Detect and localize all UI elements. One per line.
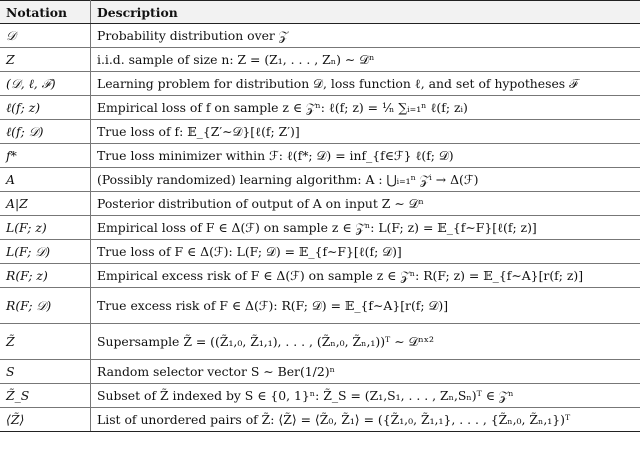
table-row	[0, 96, 640, 120]
description-cell: i.i.d. sample of size n: Z = (Z₁, . . . , Zₙ) ∼ 𝒟ⁿ	[91, 48, 640, 72]
description-cell: Empirical loss of f on sample z ∈ 𝒵ⁿ: ℓ(f; z) = ¹⁄ₙ ∑ᵢ₌₁ⁿ ℓ(f; zᵢ)	[91, 96, 640, 120]
notation-cell: R(F; z)	[0, 264, 91, 288]
description-cell: True loss of f: 𝔼_{Z′∼𝒟}[ℓ(f; Z′)]	[91, 120, 640, 144]
notation-cell: ℓ(f; z)	[0, 96, 91, 120]
table-row	[0, 360, 640, 384]
table-row	[0, 288, 640, 324]
notation-cell: ℓ(f; 𝒟)	[0, 120, 91, 144]
table-row	[0, 264, 640, 288]
description-cell: True loss of F ∈ Δ(ℱ): L(F; 𝒟) = 𝔼_{f∼F}[ℓ(f; 𝒟)]	[91, 240, 640, 264]
description-cell: Posterior distribution of output of A on input Z ∼ 𝒟ⁿ	[91, 192, 640, 216]
description-cell: Subset of Z̃ indexed by S ∈ {0, 1}ⁿ: Z̃_S = (Z₁,S₁, . . . , Zₙ,Sₙ)ᵀ ∈ 𝒵ⁿ	[91, 384, 640, 408]
notation-cell: A	[0, 168, 91, 192]
table-row	[0, 240, 640, 264]
table-row	[0, 408, 640, 432]
notation-cell: (𝒟, ℓ, ℱ)	[0, 72, 91, 96]
table-row	[0, 192, 640, 216]
description-cell: True loss minimizer within ℱ: ℓ(f*; 𝒟) = inf_{f∈ℱ} ℓ(f; 𝒟)	[91, 144, 640, 168]
table-row	[0, 144, 640, 168]
header-row	[0, 1, 640, 24]
notation-cell: L(F; z)	[0, 216, 91, 240]
table-row	[0, 24, 640, 48]
description-cell: Empirical excess risk of F ∈ Δ(ℱ) on sample z ∈ 𝒵ⁿ: R(F; z) = 𝔼_{f∼A}[r(f; z)]	[91, 264, 640, 288]
table-row	[0, 72, 640, 96]
table-row	[0, 216, 640, 240]
notation-header: Notation	[0, 1, 91, 24]
description-cell: List of unordered pairs of Z̃: ⟨Z̃⟩ = ⟨Z̃₀, Z̃₁⟩ = ({Z̃₁,₀, Z̃₁,₁}, . . . , {Z̃ₙ,₀, Z̃ₙ,₁})ᵀ	[91, 408, 640, 432]
table-row	[0, 324, 640, 360]
notation-cell: Z	[0, 48, 91, 72]
table-row	[0, 384, 640, 408]
description-cell: Probability distribution over 𝒵	[91, 24, 640, 48]
description-cell: True excess risk of F ∈ Δ(ℱ): R(F; 𝒟) = 𝔼_{f∼A}[r(f; 𝒟)]	[91, 288, 640, 324]
notation-cell: 𝒟	[0, 24, 91, 48]
table-row	[0, 48, 640, 72]
description-header: Description	[91, 1, 640, 24]
notation-cell: f*	[0, 144, 91, 168]
description-cell: Supersample Z̃ = ((Z̃₁,₀, Z̃₁,₁), . . . , (Z̃ₙ,₀, Z̃ₙ,₁))ᵀ ∼ 𝒟ⁿˣ²	[91, 324, 640, 360]
notation-cell: A|Z	[0, 192, 91, 216]
notation-cell: L(F; 𝒟)	[0, 240, 91, 264]
notation-cell: ⟨Z̃⟩	[0, 408, 91, 432]
description-cell: (Possibly randomized) learning algorithm: A : ⋃ᵢ₌₁ⁿ 𝒵ⁱ → Δ(ℱ)	[91, 168, 640, 192]
notation-cell: Z̃_S	[0, 384, 91, 408]
table-row	[0, 168, 640, 192]
notation-cell: R(F; 𝒟)	[0, 288, 91, 324]
description-cell: Learning problem for distribution 𝒟, loss function ℓ, and set of hypotheses ℱ	[91, 72, 640, 96]
notation-cell: Z̃	[0, 324, 91, 360]
notation-cell: S	[0, 360, 91, 384]
description-cell: Random selector vector S ∼ Ber(1/2)ⁿ	[91, 360, 640, 384]
description-cell: Empirical loss of F ∈ Δ(ℱ) on sample z ∈ 𝒵ⁿ: L(F; z) = 𝔼_{f∼F}[ℓ(f; z)]	[91, 216, 640, 240]
table-body	[0, 24, 640, 432]
table-row	[0, 120, 640, 144]
